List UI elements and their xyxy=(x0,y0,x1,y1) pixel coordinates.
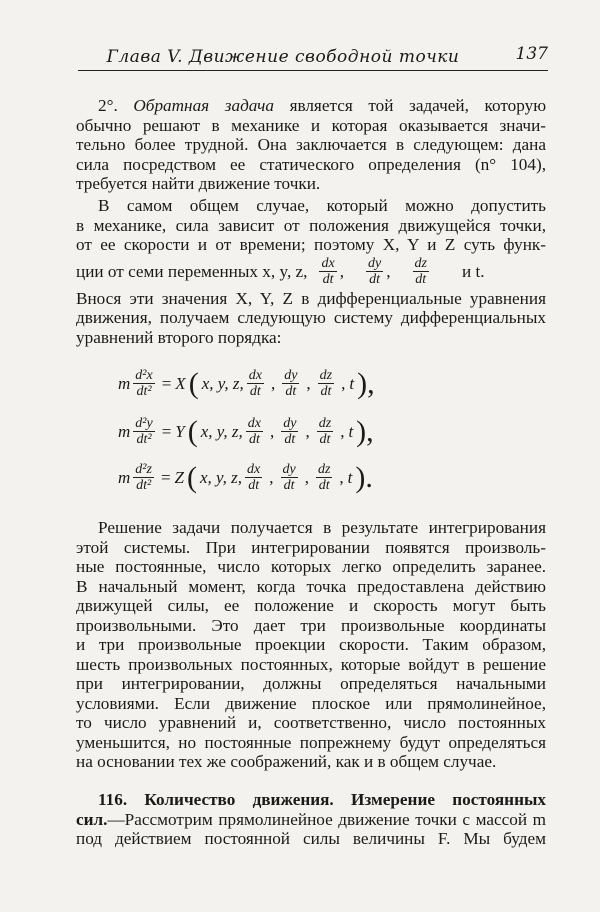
paragraph-general-case xyxy=(76,196,546,347)
fraction-dy-dt: $\frac{dy}{dt}$ xyxy=(368,256,382,287)
paragraph-integration xyxy=(76,518,546,772)
text-line: условиями. Если движение плоское или прямолинейное, xyxy=(76,693,546,713)
equation-x: m $\frac{\text{d²x}}{\text{dt²}}$ = X ( x, y, z, $\frac{dx}{dt}$ , $\frac{dy}{dt}$ , $\frac{dz}{dt}$ , t ), xyxy=(118,366,375,400)
running-header xyxy=(78,44,548,71)
text-line: ные постоянные, число которых легко определить заранее. xyxy=(76,557,546,576)
fraction-dx-dt: $\frac{dx}{dt}$ xyxy=(321,256,335,287)
text-line: в механике, сила зависит от положения движущейся точки, xyxy=(76,215,546,235)
page-number: 137 xyxy=(515,44,548,64)
text-line-with-fractions: ции от семи переменных x, y, z, $\frac{dx}{dt}$ , $\frac{dy}{dt}$ , $\frac{dz}{dt}$ и t. xyxy=(76,256,485,287)
equation-y: m $\frac{\text{d²y}}{\text{dt²}}$ = Y ( x, y, z, $\frac{dx}{dt}$ , $\frac{dy}{dt}$ , $\frac{dz}{dt}$ , t ), xyxy=(118,414,374,448)
text-line: произвольными. Это дает три произвольные координаты xyxy=(76,615,546,635)
term-inverse-problem: Обратная задача xyxy=(133,96,274,115)
text-line: шесть произвольных постоянных, которые войдут в решение xyxy=(76,654,546,674)
text-line: и три произвольные проекции скорости. Таким образом, xyxy=(76,635,546,654)
text-line: В начальный момент, когда точка предоставлена действию xyxy=(76,576,546,596)
text-line: при интегрировании, должны определяться начальными xyxy=(76,674,546,693)
text-line: уменьшится, но постоянные попрежнему будут определяться xyxy=(76,732,546,752)
section-number: 116. xyxy=(98,790,128,809)
text-line: то число уравнений и, соответственно, число постоянных xyxy=(76,713,546,732)
text-line: движущей силы, ее положение и скорость могут быть xyxy=(76,596,546,615)
section-116: 116. Количество движения. Измерение постоянных сил.—Рассмотрим прямолинейное движение точки с массой m под действием постоянной силы величины F. Мы будем xyxy=(76,790,546,848)
section-heading xyxy=(76,790,546,810)
item-number: 2°. xyxy=(98,96,118,115)
chapter-title: Глава V. Движение свободной точки xyxy=(106,47,460,67)
equation-z: m $\frac{\text{d²z}}{\text{dt²}}$ = Z ( x, y, z, $\frac{dx}{dt}$ , $\frac{dy}{dt}$ , $\frac{dz}{dt}$ , t ). xyxy=(118,460,373,494)
text-line: под действием постоянной силы величины F. Мы будем xyxy=(76,829,546,848)
section-title: Количество движения. Измерение постоянных xyxy=(144,790,546,809)
section-title-cont: сил. xyxy=(76,809,108,829)
text-line: требуется найти движение точки. xyxy=(76,174,321,193)
text-line: Внося эти значения X, Y, Z в дифференциальные уравнения xyxy=(76,288,546,308)
text-line: обычно решают в механике и которая оказывается значи- xyxy=(76,115,546,135)
text-line: от ее скорости и от времени; поэтому X, Y и Z суть функ- xyxy=(76,235,546,254)
text-line: сила посредством ее статического определения (n° 104), xyxy=(76,154,546,174)
text-line: движения, получаем следующую систему дифференциальных xyxy=(76,308,546,327)
text-line: тельно более трудной. Она заключается в следующем: дана xyxy=(76,135,546,154)
paragraph-inverse-problem: 2°. Обратная задача является той задачей, которую обычно решают в механике и которая оказывается значи- тельно более трудной. Она заключается в следующем: дана сила посредством ее статического определения (n° 104), требуется найти движение точки. xyxy=(76,96,547,193)
text-line: уравнений второго порядка: xyxy=(76,327,282,347)
fraction-dz-dt: $\frac{dz}{dt}$ xyxy=(414,256,427,287)
text-line: на основании тех же соображений, как и в общем случае. xyxy=(76,752,497,771)
text-line: этой системы. При интегрировании появятся произволь- xyxy=(76,537,546,557)
text-line: В самом общем случае, который можно допустить xyxy=(98,196,546,215)
text-line: Решение задачи получается в результате интегрирования xyxy=(98,518,546,537)
